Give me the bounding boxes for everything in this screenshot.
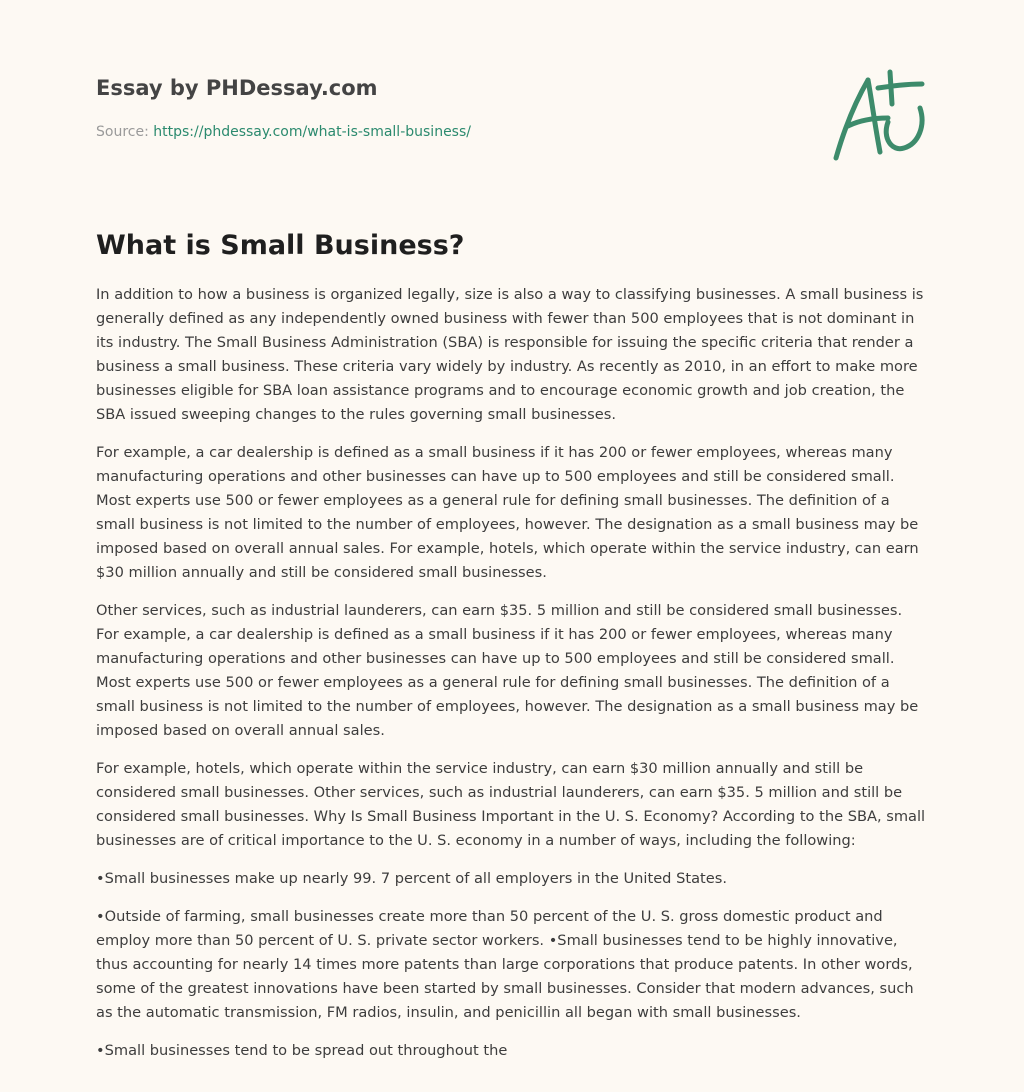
source-label: Source: bbox=[96, 124, 149, 140]
source-line bbox=[96, 124, 471, 140]
source-link[interactable]: https://phdessay.com/what-is-small-business/ bbox=[153, 124, 471, 140]
essay-bullet-paragraph: •Outside of farming, small businesses create more than 50 percent of the U. S. gross domestic product and employ more than 50 percent of U. S. private sector workers. •Small businesses tend to be highly innovative, thus accounting for nearly 14 times more patents than large corporations that produce patents. In other words, some of the greatest innovations have been started by small businesses. Consider that modern advances, such as the automatic transmission, FM radios, insulin, and penicillin all began with small businesses. bbox=[96, 908, 914, 1021]
page-header bbox=[96, 0, 928, 200]
essay-title: What is Small Business? bbox=[96, 230, 465, 261]
essay-bullet-paragraph: •Small businesses make up nearly 99. 7 percent of all employers in the United States. bbox=[96, 870, 727, 887]
essay-paragraph: For example, a car dealership is defined as a small business if it has 200 or fewer employees, whereas many manufacturing operations and other businesses can have up to 500 employees and still be considered small. Most experts use 500 or fewer employees as a general rule for defining small businesses. The definition of a small business is not limited to the number of employees, however. The designation as a small business may be imposed based on overall annual sales. For example, hotels, which operate within the service industry, can earn $30 million annually and still be considered small businesses. bbox=[96, 444, 919, 581]
essay-body bbox=[96, 283, 928, 1063]
essay-paragraph: For example, hotels, which operate within the service industry, can earn $30 million annually and still be considered small businesses. Other services, such as industrial launderers, can earn $35. 5 million and still be considered small businesses. Why Is Small Business Important in the U. S. Economy? According to the SBA, small businesses are of critical importance to the U. S. economy in a number of ways, including the following: bbox=[96, 760, 926, 849]
essay-bullet-paragraph: •Small businesses tend to be spread out throughout the bbox=[96, 1042, 508, 1059]
essay-paragraph: In addition to how a business is organized legally, size is also a way to classifying businesses. A small business is generally defined as any independently owned business with fewer than 500 employees that is not dominant in its industry. The Small Business Administration (SBA) is responsible for issuing the specific criteria that render a business a small business. These criteria vary widely by industry. As recently as 2010, in an effort to make more businesses eligible for SBA loan assistance programs and to encourage economic growth and job creation, the SBA issued sweeping changes to the rules governing small businesses. bbox=[96, 286, 924, 423]
brand-title: Essay by PHDessay.com bbox=[96, 76, 378, 100]
essay-paragraph: Other services, such as industrial launderers, can earn $35. 5 million and still be considered small businesses. For example, a car dealership is defined as a small business if it has 200 or fewer employees, whereas many manufacturing operations and other businesses can have up to 500 employees and still be considered small. Most experts use 500 or fewer employees as a general rule for defining small businesses. The definition of a small business is not limited to the number of employees, however. The designation as a small business may be imposed based on overall annual sales. bbox=[96, 602, 919, 739]
a-plus-grade-icon bbox=[828, 68, 932, 164]
